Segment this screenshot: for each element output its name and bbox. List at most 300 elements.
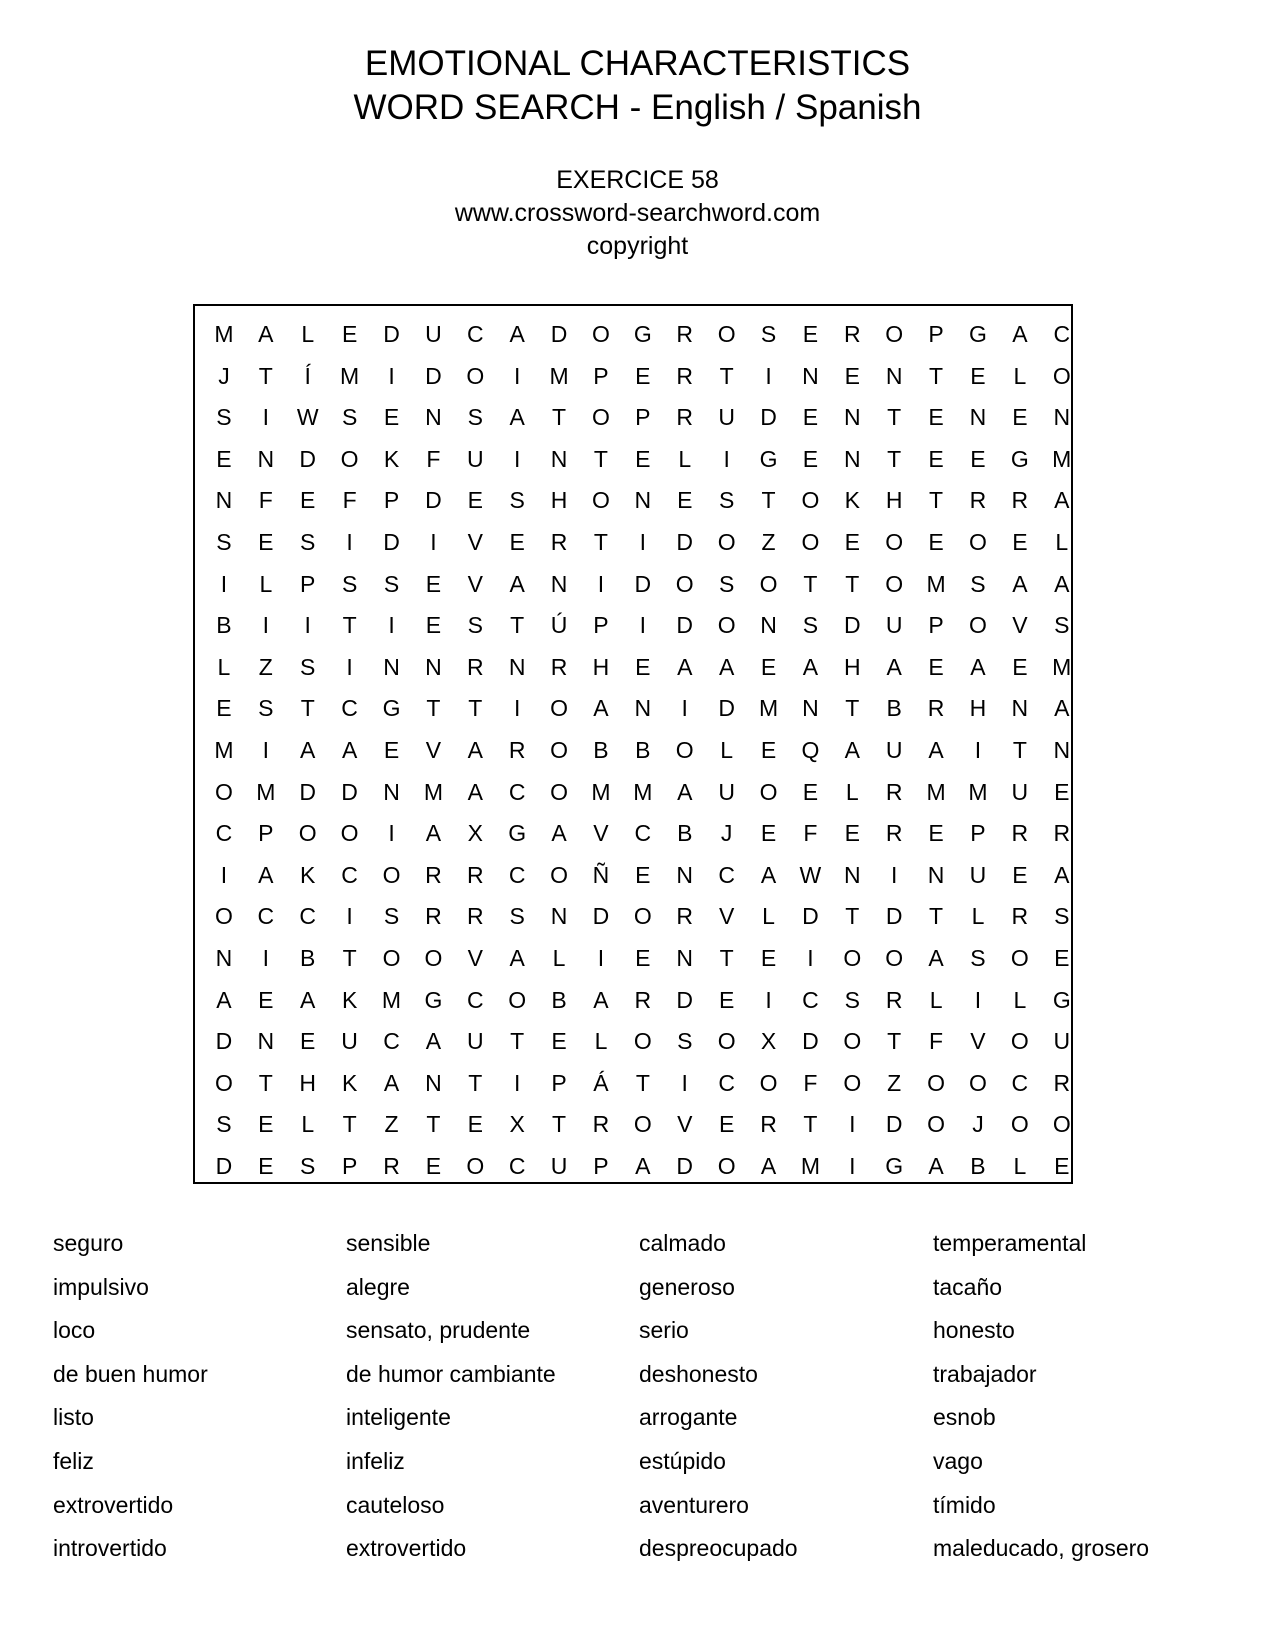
word-list-item: estúpido [639,1447,726,1474]
grid-letter: H [550,487,568,514]
grid-letter: N [383,778,400,805]
grid-letter: K [300,861,316,888]
grid-letter: A [1012,570,1028,597]
grid-letter: A [258,861,274,888]
word-list-item: aventurero [639,1491,749,1518]
grid-letter: J [218,362,230,389]
grid-letter: O [717,1028,736,1055]
grid-letter: M [800,1152,820,1179]
grid-letter: A [509,570,525,597]
grid-letter: O [927,1069,946,1096]
grid-letter: B [886,695,902,722]
grid-letter: C [1011,1069,1029,1096]
grid-letter: P [593,1152,609,1179]
grid-letter: I [262,404,270,431]
grid-letter: O [215,778,233,805]
grid-letter: I [388,820,395,847]
grid-letter: A [928,944,944,971]
grid-letter: B [677,820,693,847]
grid-letter: O [759,778,778,805]
grid-letter: V [467,528,483,555]
grid-letter: E [844,362,860,389]
grid-letter: W [799,861,822,888]
grid-letter: T [845,570,860,597]
grid-letter: I [220,861,228,888]
grid-letter: S [467,612,483,639]
grid-letter: O [717,528,736,555]
grid-letter: R [383,1152,400,1179]
grid-letter: M [926,778,946,805]
grid-letter: O [1052,1111,1071,1138]
grid-letter: G [508,820,527,847]
grid-letter: O [633,1028,652,1055]
word-column-2 [346,1222,556,1571]
grid-letter: G [759,445,778,472]
word-list-item: infeliz [346,1447,405,1474]
grid-letter: R [676,903,694,930]
grid-letter: E [383,404,400,431]
grid-letter: V [467,570,483,597]
grid-letter: A [1012,321,1028,347]
grid-letter: T [426,1111,441,1138]
grid-letter: S [509,903,525,930]
grid-letter: I [220,570,228,597]
grid-letter: E [928,820,944,847]
grid-letter: N [843,861,861,888]
grid-letter: G [1052,986,1071,1013]
grid-letter: S [341,570,358,597]
word-list-item: extrovertido [53,1491,174,1518]
grid-letter: I [639,612,647,639]
word-list-item: loco [53,1317,96,1344]
grid-letter: P [593,362,609,389]
grid-letter: T [887,1028,902,1055]
grid-letter: E [551,1028,567,1055]
grid-letter: A [635,1152,651,1179]
grid-letter: E [802,321,819,347]
grid-letter: A [844,736,860,763]
grid-letter: E [635,445,651,472]
grid-letter: I [639,528,647,555]
grid-letter: N [760,612,777,639]
grid-letter: I [974,736,982,763]
grid-letter: N [215,487,233,514]
grid-letter: I [597,944,605,971]
grid-letter: I [513,1069,521,1096]
grid-letter: O [801,487,820,514]
grid-letter: L [971,903,985,930]
grid-letter: L [594,1028,608,1055]
grid-letter: Í [304,362,311,389]
grid-letter: T [929,487,944,514]
grid-letter: N [550,903,568,930]
grid-letter: L [301,321,315,347]
grid-letter: O [340,820,359,847]
grid-letter: E [635,653,651,680]
word-list-item: feliz [53,1447,94,1474]
grid-letter: H [885,487,903,514]
grid-letter: C [508,1152,526,1179]
word-list-item: inteligente [346,1404,451,1431]
grid-letter: E [635,944,651,971]
grid-letter: R [885,820,903,847]
word-list-item: calmado [639,1230,726,1256]
grid-letter: D [425,362,442,389]
grid-letter: G [633,321,652,347]
grid-letter: U [1053,1028,1071,1055]
grid-letter: O [717,1152,736,1179]
grid-letter: S [216,404,232,431]
grid-letter: A [425,1028,442,1055]
grid-letter: D [885,1111,903,1138]
grid-letter: O [675,570,694,597]
grid-letter: M [340,362,360,389]
grid-letter: A [886,653,902,680]
grid-letter: O [885,528,904,555]
word-list-item: tímido [933,1491,996,1518]
grid-letter: I [807,944,814,971]
grid-letter: J [972,1111,984,1138]
grid-letter: E [216,445,232,472]
grid-letter: R [1053,820,1071,847]
grid-letter: K [383,445,400,472]
grid-letter: O [215,903,233,930]
grid-letter: M [214,736,234,763]
word-search-grid [203,314,1072,1179]
grid-letter: M [549,362,569,389]
grid-letter: A [593,695,609,722]
grid-letter: C [341,695,358,722]
grid-letter: I [513,695,521,722]
grid-letter: R [885,778,903,805]
grid-letter: E [718,1111,735,1138]
grid-letter: N [383,653,400,680]
grid-letter: D [215,1028,233,1055]
grid-letter: L [1013,986,1027,1013]
grid-letter: C [341,861,358,888]
grid-letter: X [467,820,483,847]
grid-letter: S [1054,612,1070,639]
grid-letter: Z [761,528,776,555]
grid-letter: E [425,570,442,597]
grid-letter: O [550,736,569,763]
grid-letter: O [843,944,862,971]
grid-letter: A [258,321,274,347]
grid-letter: S [300,528,316,555]
grid-letter: L [1013,362,1027,389]
grid-letter: R [425,903,442,930]
grid-letter: O [508,986,527,1013]
grid-letter: O [717,321,736,347]
grid-letter: E [1054,1152,1070,1179]
grid-letter: O [592,404,610,431]
grid-letter: D [676,528,694,555]
grid-letter: I [597,570,605,597]
grid-letter: L [1055,528,1069,555]
grid-letter: I [849,1111,856,1138]
grid-letter: N [676,861,694,888]
grid-letter: E [258,986,274,1013]
grid-letter: I [346,653,353,680]
grid-letter: N [927,861,945,888]
word-list-item: cauteloso [346,1491,445,1518]
grid-letter: T [342,1111,357,1138]
grid-letter: T [552,1111,567,1138]
word-list-item: impulsivo [53,1273,149,1300]
grid-letter: A [383,1069,400,1096]
word-list-item: alegre [346,1273,410,1300]
grid-letter: X [760,1028,777,1055]
grid-letter: R [466,861,484,888]
grid-letter: O [1052,362,1071,389]
grid-letter: O [215,1069,233,1096]
grid-letter: A [1054,487,1070,514]
grid-letter: A [928,1152,944,1179]
grid-letter: T [342,944,357,971]
grid-letter: D [760,404,777,431]
grid-letter: P [970,820,986,847]
grid-letter: O [382,944,401,971]
grid-letter: R [843,321,861,347]
word-list-item: vago [933,1447,983,1474]
grid-letter: N [425,1069,442,1096]
grid-letter: M [256,778,276,805]
grid-letter: O [298,820,317,847]
grid-letter: N [215,944,233,971]
grid-letter: B [551,986,567,1013]
word-list-item: esnob [933,1404,996,1431]
word-list-item: generoso [639,1273,735,1300]
grid-letter: M [926,570,946,597]
grid-letter: O [969,528,987,555]
grid-letter: P [383,487,400,514]
grid-letter: I [388,612,395,639]
grid-letter: G [885,1152,904,1179]
grid-letter: T [510,1028,525,1055]
grid-letter: A [300,736,316,763]
grid-letter: T [845,695,860,722]
grid-letter: A [677,653,693,680]
grid-letter: S [216,528,232,555]
grid-letter: O [592,487,610,514]
grid-letter: T [845,903,860,930]
grid-letter: D [592,903,610,930]
grid-letter: E [425,1152,442,1179]
grid-letter: F [803,1069,818,1096]
grid-letter: U [466,1028,484,1055]
grid-letter: O [550,695,569,722]
grid-letter: I [681,695,688,722]
grid-letter: V [970,1028,986,1055]
grid-letter: E [970,445,986,472]
grid-letter: D [299,445,317,472]
grid-letter: A [467,778,483,805]
grid-letter: T [300,695,315,722]
grid-letter: E [802,404,819,431]
grid-letter: Ñ [592,861,610,888]
grid-letter: S [970,944,986,971]
grid-letter: T [761,487,776,514]
grid-letter: R [760,1111,777,1138]
grid-letter: A [718,653,735,680]
page-title-line-2: WORD SEARCH - English / Spanish [353,88,922,127]
grid-letter: U [718,404,735,431]
grid-letter: S [970,570,986,597]
grid-letter: I [513,445,521,472]
grid-letter: L [929,986,943,1013]
grid-letter: T [552,404,567,431]
grid-letter: R [1053,1069,1071,1096]
grid-letter: B [593,736,609,763]
grid-letter: H [843,653,861,680]
page-title-line-1: EMOTIONAL CHARACTERISTICS [364,44,911,83]
grid-letter: N [802,695,819,722]
grid-letter: R [634,986,652,1013]
grid-letter: D [885,903,903,930]
grid-letter: D [843,612,861,639]
grid-letter: T [468,695,483,722]
grid-letter: D [383,528,400,555]
grid-letter: E [635,861,651,888]
grid-letter: N [1053,404,1071,431]
grid-letter: C [508,778,526,805]
grid-letter: O [759,570,778,597]
grid-letter: N [1053,736,1071,763]
grid-letter: C [299,903,317,930]
grid-letter: R [676,404,694,431]
grid-letter: T [593,445,608,472]
copyright-notice: copyright [586,232,689,260]
grid-letter: R [885,986,903,1013]
grid-letter: O [550,778,569,805]
grid-letter: A [760,1152,777,1179]
word-list-item: sensato, prudente [346,1317,531,1344]
grid-letter: P [258,820,274,847]
grid-letter: N [550,445,568,472]
grid-letter: E [1012,404,1028,431]
word-column-4 [933,1222,1149,1571]
grid-letter: O [466,1152,485,1179]
word-list-item: de humor cambiante [346,1360,556,1387]
grid-letter: D [676,986,694,1013]
grid-letter: E [760,736,777,763]
grid-letter: S [341,404,358,431]
grid-letter: C [1053,321,1071,347]
grid-letter: L [720,736,734,763]
grid-letter: H [592,653,610,680]
grid-letter: I [388,362,395,389]
grid-letter: T [803,1111,818,1138]
grid-letter: E [383,736,400,763]
grid-letter: C [215,820,233,847]
grid-letter: C [802,986,819,1013]
grid-letter: D [676,1152,694,1179]
grid-letter: O [969,612,987,639]
grid-letter: A [509,404,525,431]
grid-letter: N [802,362,819,389]
word-list-item: trabajador [933,1360,1037,1387]
grid-letter: O [969,1069,987,1096]
grid-letter: I [974,986,982,1013]
grid-letter: E [216,695,232,722]
grid-letter: M [214,321,234,347]
grid-letter: N [425,653,442,680]
grid-letter: U [718,778,735,805]
grid-letter: O [592,321,610,347]
grid-letter: E [467,1111,483,1138]
grid-letter: R [676,321,694,347]
grid-letter: R [1011,487,1029,514]
grid-letter: S [677,1028,693,1055]
grid-letter: O [801,528,820,555]
grid-letter: Z [258,653,273,680]
grid-letter: L [552,944,566,971]
grid-letter: D [676,612,694,639]
grid-letter: I [262,736,270,763]
word-list-item: maleducado, grosero [933,1535,1150,1562]
grid-letter: C [466,321,484,347]
grid-letter: R [1011,820,1029,847]
grid-letter: I [513,362,521,389]
grid-letter: N [257,1028,275,1055]
grid-letter: E [1012,653,1028,680]
grid-letter: I [891,861,898,888]
word-list-item: honesto [933,1317,1015,1344]
grid-letter: F [803,820,818,847]
grid-letter: B [635,736,651,763]
word-list-item: listo [53,1404,94,1431]
grid-letter: U [425,321,442,347]
grid-letter: N [843,404,861,431]
grid-letter: M [423,778,443,805]
grid-letter: A [1054,861,1070,888]
grid-letter: A [467,736,483,763]
grid-letter: R [969,487,987,514]
exercise-number: EXERCICE 58 [556,166,719,194]
grid-letter: C [718,1069,735,1096]
grid-letter: I [849,1152,856,1179]
grid-letter: R [592,1111,610,1138]
grid-letter: E [802,445,819,472]
grid-letter: G [969,321,987,347]
grid-letter: D [383,321,400,347]
grid-letter: E [718,986,735,1013]
grid-letter: S [467,404,483,431]
grid-letter: P [928,321,944,347]
grid-letter: C [634,820,652,847]
grid-letter: S [216,1111,232,1138]
grid-letter: O [675,736,694,763]
grid-letter: I [262,612,270,639]
grid-letter: G [382,695,401,722]
grid-letter: A [425,820,442,847]
grid-letter: O [424,944,443,971]
grid-letter: D [341,778,358,805]
grid-letter: E [844,820,860,847]
grid-letter: D [425,487,442,514]
grid-letter: I [765,986,772,1013]
grid-letter: E [300,487,316,514]
grid-letter: F [929,1028,944,1055]
grid-letter: O [885,944,904,971]
grid-letter: A [551,820,567,847]
grid-letter: I [765,362,772,389]
grid-letter: M [381,986,402,1013]
grid-letter: A [300,986,316,1013]
grid-letter: F [342,487,357,514]
grid-letter: N [257,445,275,472]
grid-letter: T [258,1069,273,1096]
